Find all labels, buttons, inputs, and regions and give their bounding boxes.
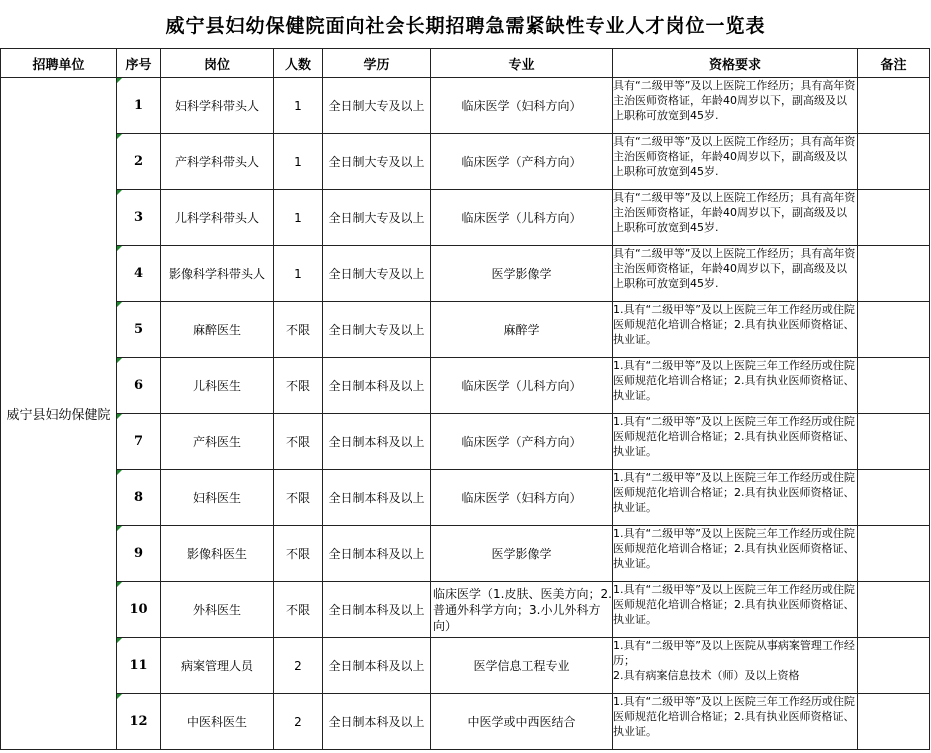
major-cell: 麻醉学 <box>431 302 613 358</box>
major-cell: 临床医学（妇科方向） <box>431 78 613 134</box>
major-cell: 临床医学（产科方向） <box>431 134 613 190</box>
header-no: 序号 <box>117 49 161 78</box>
requirements-cell: 1.具有“二级甲等”及以上医院三年工作经历或住院医师规范化培训合格证；2.具有执业医师资格证、执业证。 <box>613 694 858 750</box>
row-number <box>117 134 161 190</box>
position-cell: 产科学科带头人 <box>161 134 274 190</box>
row-number-text: 2 <box>133 154 144 169</box>
header-note: 备注 <box>858 49 930 78</box>
major-cell: 临床医学（儿科方向） <box>431 358 613 414</box>
note-cell <box>858 638 930 694</box>
position-cell: 外科医生 <box>161 582 274 638</box>
row-number <box>117 78 161 134</box>
table-row <box>1 246 930 302</box>
note-cell <box>858 134 930 190</box>
row-number-text: 6 <box>133 378 144 393</box>
row-number-text: 5 <box>133 322 144 337</box>
requirements-cell: 具有“二级甲等”及以上医院工作经历；具有高年资主治医师资格证，年龄40周岁以下，副高级及以上职称可放宽到45岁. <box>613 78 858 134</box>
row-number-text: 10 <box>129 602 148 617</box>
position-cell: 病案管理人员 <box>161 638 274 694</box>
row-number <box>117 526 161 582</box>
table-row <box>1 638 930 694</box>
major-cell: 临床医学（儿科方向） <box>431 190 613 246</box>
cell-marker-icon <box>117 302 122 307</box>
row-number <box>117 302 161 358</box>
education-cell: 全日制大专及以上 <box>323 134 431 190</box>
cell-marker-icon <box>117 582 122 587</box>
row-number <box>117 414 161 470</box>
header-requirements: 资格要求 <box>613 49 858 78</box>
position-cell: 麻醉医生 <box>161 302 274 358</box>
header-position: 岗位 <box>161 49 274 78</box>
education-cell: 全日制本科及以上 <box>323 526 431 582</box>
requirements-cell: 1.具有“二级甲等”及以上医院三年工作经历或住院医师规范化培训合格证；2.具有执业医师资格证、执业证。 <box>613 358 858 414</box>
major-cell: 临床医学（妇科方向） <box>431 470 613 526</box>
note-cell <box>858 526 930 582</box>
positions-table <box>0 48 930 750</box>
row-number-text: 3 <box>133 210 144 225</box>
row-number-text: 9 <box>133 546 144 561</box>
table-row <box>1 190 930 246</box>
major-cell: 医学信息工程专业 <box>431 638 613 694</box>
table-row <box>1 358 930 414</box>
education-cell: 全日制本科及以上 <box>323 638 431 694</box>
cell-marker-icon <box>117 78 122 83</box>
header-major: 专业 <box>431 49 613 78</box>
requirements-cell: 1.具有“二级甲等”及以上医院三年工作经历或住院医师规范化培训合格证；2.具有执业医师资格证、执业证。 <box>613 470 858 526</box>
cell-marker-icon <box>117 694 122 699</box>
table-row <box>1 302 930 358</box>
header-row <box>1 49 930 78</box>
row-number-text: 7 <box>133 434 144 449</box>
requirements-cell: 具有“二级甲等”及以上医院工作经历；具有高年资主治医师资格证，年龄40周岁以下，副高级及以上职称可放宽到45岁. <box>613 246 858 302</box>
count-cell: 1 <box>274 134 323 190</box>
header-count: 人数 <box>274 49 323 78</box>
note-cell <box>858 358 930 414</box>
education-cell: 全日制本科及以上 <box>323 414 431 470</box>
count-cell: 不限 <box>274 414 323 470</box>
major-cell: 医学影像学 <box>431 526 613 582</box>
position-cell: 儿科医生 <box>161 358 274 414</box>
position-cell: 影像科学科带头人 <box>161 246 274 302</box>
row-number <box>117 470 161 526</box>
count-cell: 1 <box>274 246 323 302</box>
cell-marker-icon <box>117 638 122 643</box>
position-cell: 儿科学科带头人 <box>161 190 274 246</box>
education-cell: 全日制本科及以上 <box>323 582 431 638</box>
cell-marker-icon <box>117 526 122 531</box>
education-cell: 全日制本科及以上 <box>323 470 431 526</box>
row-number <box>117 694 161 750</box>
education-cell: 全日制大专及以上 <box>323 302 431 358</box>
count-cell: 1 <box>274 190 323 246</box>
table-row <box>1 78 930 134</box>
cell-marker-icon <box>117 470 122 475</box>
education-cell: 全日制大专及以上 <box>323 246 431 302</box>
count-cell: 1 <box>274 78 323 134</box>
major-cell: 临床医学（产科方向） <box>431 414 613 470</box>
requirements-cell: 1.具有“二级甲等”及以上医院三年工作经历或住院医师规范化培训合格证；2.具有执业医师资格证、执业证。 <box>613 414 858 470</box>
row-number <box>117 638 161 694</box>
row-number-text: 4 <box>133 266 144 281</box>
cell-marker-icon <box>117 190 122 195</box>
count-cell: 不限 <box>274 526 323 582</box>
note-cell <box>858 246 930 302</box>
position-cell: 妇科学科带头人 <box>161 78 274 134</box>
count-cell: 不限 <box>274 358 323 414</box>
note-cell <box>858 302 930 358</box>
cell-marker-icon <box>117 414 122 419</box>
education-cell: 全日制本科及以上 <box>323 358 431 414</box>
requirements-cell: 具有“二级甲等”及以上医院工作经历；具有高年资主治医师资格证，年龄40周岁以下，副高级及以上职称可放宽到45岁. <box>613 134 858 190</box>
note-cell <box>858 78 930 134</box>
requirements-cell: 具有“二级甲等”及以上医院工作经历；具有高年资主治医师资格证，年龄40周岁以下，副高级及以上职称可放宽到45岁. <box>613 190 858 246</box>
note-cell <box>858 470 930 526</box>
cell-marker-icon <box>117 134 122 139</box>
row-number-text: 1 <box>133 98 144 113</box>
table-row <box>1 470 930 526</box>
row-number <box>117 190 161 246</box>
table-row <box>1 526 930 582</box>
requirements-cell: 1.具有“二级甲等”及以上医院三年工作经历或住院医师规范化培训合格证；2.具有执业医师资格证、执业证。 <box>613 526 858 582</box>
cell-marker-icon <box>117 246 122 251</box>
position-cell: 产科医生 <box>161 414 274 470</box>
row-number <box>117 246 161 302</box>
cell-marker-icon <box>117 358 122 363</box>
position-cell: 妇科医生 <box>161 470 274 526</box>
row-number <box>117 358 161 414</box>
major-cell: 临床医学（1.皮肤、医美方向；2.普通外科学方向；3.小儿外科方向） <box>431 582 613 638</box>
count-cell: 2 <box>274 638 323 694</box>
position-cell: 中医科医生 <box>161 694 274 750</box>
table-row <box>1 582 930 638</box>
row-number-text: 11 <box>129 658 148 673</box>
count-cell: 2 <box>274 694 323 750</box>
count-cell: 不限 <box>274 582 323 638</box>
major-cell: 中医学或中西医结合 <box>431 694 613 750</box>
table-row <box>1 414 930 470</box>
requirements-cell: 1.具有“二级甲等”及以上医院三年工作经历或住院医师规范化培训合格证；2.具有执业医师资格证、执业证。 <box>613 302 858 358</box>
requirements-cell: 1.具有“二级甲等”及以上医院三年工作经历或住院医师规范化培训合格证；2.具有执业医师资格证、执业证。 <box>613 582 858 638</box>
education-cell: 全日制本科及以上 <box>323 694 431 750</box>
header-education: 学历 <box>323 49 431 78</box>
page-title: 威宁县妇幼保健院面向社会长期招聘急需紧缺性专业人才岗位一览表 <box>165 14 766 37</box>
major-cell: 医学影像学 <box>431 246 613 302</box>
header-unit: 招聘单位 <box>1 49 117 78</box>
note-cell <box>858 190 930 246</box>
row-number-text: 12 <box>129 714 148 729</box>
count-cell: 不限 <box>274 302 323 358</box>
requirements-cell: 1.具有“二级甲等”及以上医院从事病案管理工作经历； 2.具有病案信息技术（师）及以上资格 <box>613 638 858 694</box>
education-cell: 全日制大专及以上 <box>323 190 431 246</box>
row-number <box>117 582 161 638</box>
table-row <box>1 694 930 750</box>
note-cell <box>858 414 930 470</box>
note-cell <box>858 694 930 750</box>
table-row <box>1 134 930 190</box>
recruiting-unit-cell: 威宁县妇幼保健院 <box>1 78 117 750</box>
row-number-text: 8 <box>133 490 144 505</box>
position-cell: 影像科医生 <box>161 526 274 582</box>
note-cell <box>858 582 930 638</box>
count-cell: 不限 <box>274 470 323 526</box>
education-cell: 全日制大专及以上 <box>323 78 431 134</box>
